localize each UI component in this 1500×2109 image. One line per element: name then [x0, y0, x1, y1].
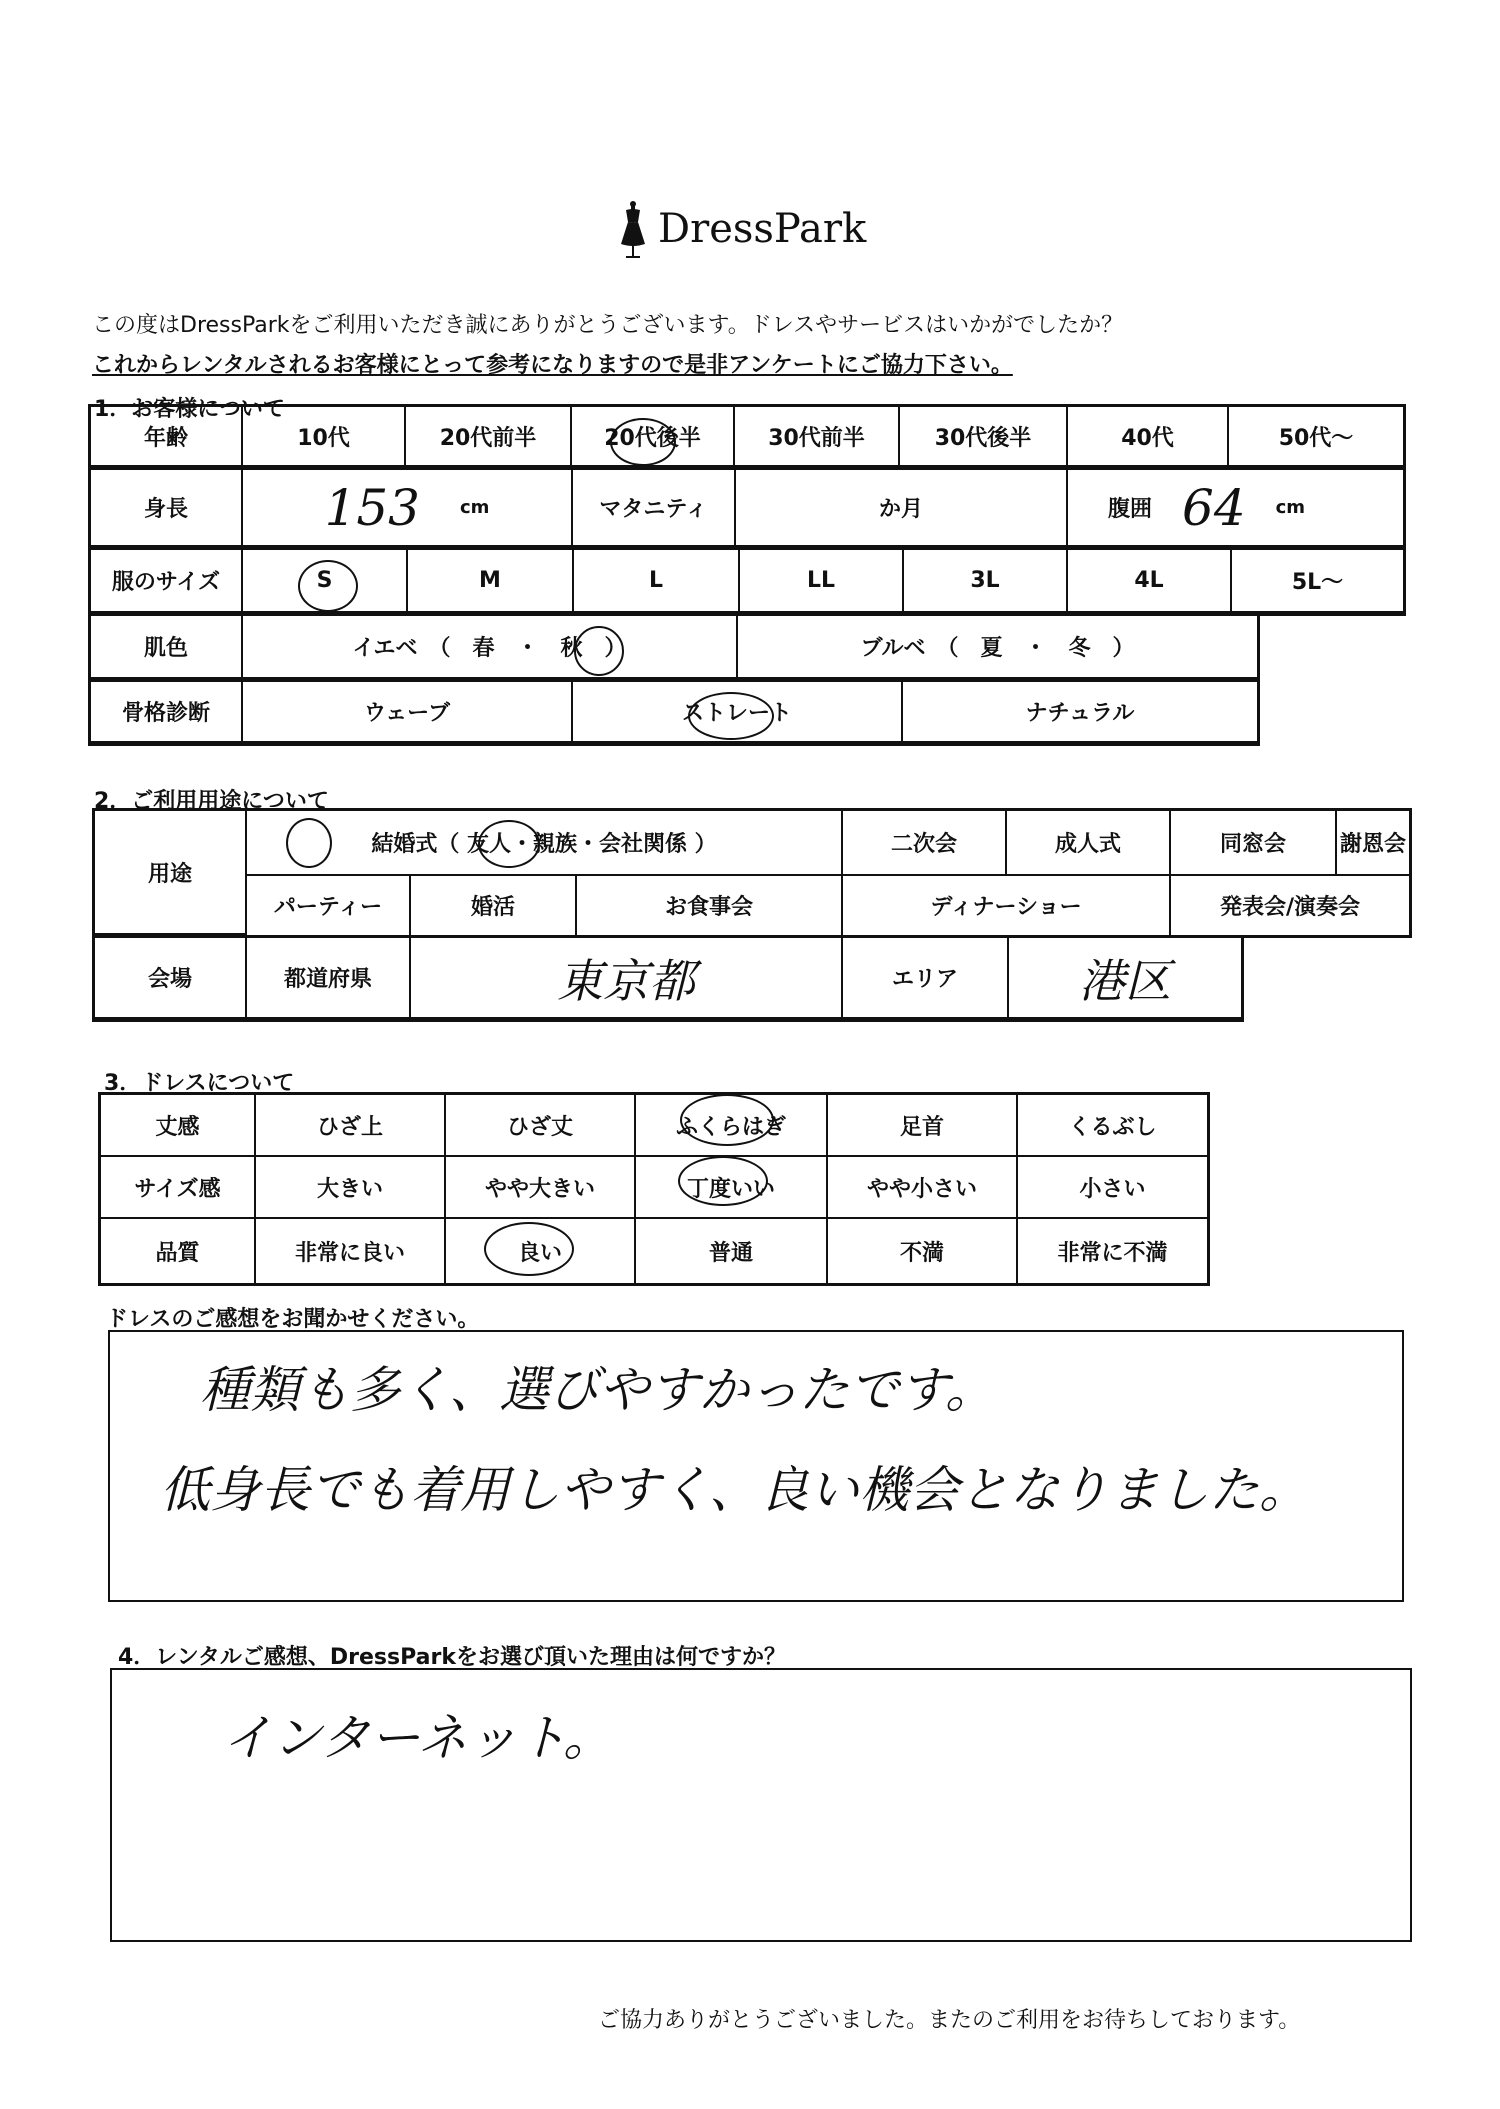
purpose-option[interactable]: 成人式 — [1007, 811, 1171, 876]
purpose-label: 用途 — [95, 811, 247, 935]
fit-option[interactable]: 丁度いい — [636, 1157, 828, 1219]
maternity-field[interactable] — [736, 470, 1068, 547]
size-option[interactable]: M — [408, 550, 574, 613]
maternity-unit: か月 — [878, 497, 923, 522]
comment-line-2: 低身長でも着用しやすく、良い機会となりました。 — [160, 1461, 1309, 1519]
height-unit: cm — [460, 497, 490, 518]
age-option[interactable]: 20代後半 — [572, 407, 735, 467]
age-label: 年齢 — [91, 407, 243, 467]
prefecture-label: 都道府県 — [247, 938, 411, 1019]
frame-label: 骨格診断 — [91, 682, 243, 743]
section-2-title: 2．ご利用用途について — [94, 789, 329, 814]
size-option[interactable]: L — [574, 550, 740, 613]
size-option[interactable]: S — [243, 550, 408, 613]
frame-option[interactable]: ウェーブ — [243, 682, 573, 743]
fit-option[interactable]: やや小さい — [828, 1157, 1018, 1219]
section-4-title: 4．レンタルご感想、DressParkをお選び頂いた理由は何ですか？ — [118, 1645, 786, 1670]
length-option[interactable]: ひざ丈 — [446, 1095, 636, 1157]
age-row — [88, 404, 1406, 470]
frame-row — [88, 682, 1260, 746]
quality-option[interactable]: 非常に不満 — [1057, 1240, 1168, 1266]
age-option[interactable]: 50代～ — [1229, 407, 1403, 467]
fit-option[interactable]: やや大きい — [446, 1157, 636, 1219]
maternity-label: マタニティ — [573, 470, 736, 547]
dress-table — [98, 1092, 1210, 1286]
skin-row — [88, 616, 1260, 682]
frame-option[interactable]: ストレート — [573, 682, 903, 743]
comment-box[interactable] — [108, 1330, 1404, 1602]
reason-box[interactable] — [110, 1668, 1412, 1942]
skin-blue-option[interactable]: ブルベ （ 夏 ・ 冬 ） — [738, 616, 1257, 679]
skin-yellow-option[interactable]: イエベ （ 春 ・ 秋 ） — [243, 616, 738, 679]
comment-prompt: ドレスのご感想をお聞かせください。 — [106, 1307, 480, 1332]
venue-row — [92, 938, 1244, 1022]
quality-option[interactable]: 普通 — [636, 1219, 828, 1283]
purpose-option[interactable]: ディナーショー — [843, 876, 1171, 935]
height-label: 身長 — [91, 470, 243, 547]
area-field[interactable] — [1009, 938, 1241, 1019]
dresspark-logo — [618, 200, 878, 260]
section-3-title: 3．ドレスについて — [104, 1071, 295, 1096]
quality-label: 品質 — [101, 1219, 256, 1283]
age-option[interactable]: 30代前半 — [735, 407, 900, 467]
age-option[interactable]: 20代前半 — [406, 407, 572, 467]
length-option[interactable]: ひざ上 — [256, 1095, 446, 1157]
area-label: エリア — [843, 938, 1009, 1019]
quality-option[interactable]: 良い — [446, 1219, 636, 1283]
length-option[interactable]: 足首 — [828, 1095, 1018, 1157]
prefecture-field[interactable] — [411, 938, 843, 1019]
area-value: 港区 — [1079, 953, 1171, 1008]
age-option[interactable]: 40代 — [1068, 407, 1229, 467]
age-option[interactable]: 10代 — [243, 407, 406, 467]
purpose-option[interactable]: パーティー — [247, 876, 411, 935]
purpose-option[interactable]: 発表会/演奏会 — [1219, 895, 1361, 920]
footer-thanks: ご協力ありがとうございました。またのご利用をお待ちしております。 — [598, 2008, 1301, 2033]
waist-unit: cm — [1275, 497, 1306, 518]
brand-name: DressPark — [658, 206, 867, 252]
frame-option[interactable]: ナチュラル — [903, 682, 1257, 743]
waist-value: 64 — [1182, 478, 1246, 537]
size-option[interactable]: 5L～ — [1232, 550, 1403, 613]
height-value: 153 — [324, 478, 420, 537]
length-option[interactable]: ふくらはぎ — [636, 1095, 828, 1157]
quality-option[interactable]: 非常に良い — [256, 1219, 446, 1283]
intro-line-1: この度はDressParkをご利用いただき誠にありがとうございます。ドレスやサービスはいかがでしたか？ — [92, 313, 1124, 338]
dress-form-icon — [618, 200, 648, 258]
height-field[interactable] — [243, 470, 573, 547]
waist-field[interactable] — [1068, 470, 1403, 547]
purpose-option[interactable]: 二次会 — [843, 811, 1007, 876]
fit-label: サイズ感 — [101, 1157, 256, 1219]
size-option[interactable]: 3L — [904, 550, 1068, 613]
length-label: 丈感 — [101, 1095, 256, 1157]
quality-option[interactable]: 不満 — [828, 1219, 1018, 1283]
purpose-option[interactable]: お食事会 — [577, 876, 843, 935]
fit-option[interactable]: 小さい — [1018, 1157, 1207, 1219]
purpose-option[interactable]: 結婚式（ 友人・親族・会社関係 ） — [247, 811, 843, 876]
length-option[interactable]: くるぶし — [1018, 1095, 1207, 1157]
size-row — [88, 550, 1406, 616]
waist-label: 腹囲 — [1108, 497, 1153, 522]
section-1-title: 1．お客様について — [94, 397, 285, 422]
purpose-option[interactable]: 同窓会 — [1171, 811, 1337, 876]
skin-label: 肌色 — [91, 616, 243, 679]
height-row — [88, 470, 1406, 550]
venue-label: 会場 — [95, 938, 247, 1019]
reason-answer: インターネット。 — [222, 1709, 613, 1767]
age-option[interactable]: 30代後半 — [900, 407, 1068, 467]
comment-line-1: 種類も多く、選びやすかったです。 — [200, 1361, 995, 1419]
prefecture-value: 東京都 — [557, 953, 695, 1008]
intro-line-2: これからレンタルされるお客様にとって参考になりますので是非アンケートにご協力下さい。 — [92, 353, 1013, 378]
size-option[interactable]: LL — [740, 550, 904, 613]
size-option[interactable]: 4L — [1068, 550, 1232, 613]
fit-option[interactable]: 大きい — [256, 1157, 446, 1219]
purpose-option[interactable]: 婚活 — [411, 876, 577, 935]
purpose-table — [92, 808, 1412, 938]
purpose-option[interactable]: 謝恩会 — [1337, 811, 1409, 876]
size-label: 服のサイズ — [91, 550, 243, 613]
